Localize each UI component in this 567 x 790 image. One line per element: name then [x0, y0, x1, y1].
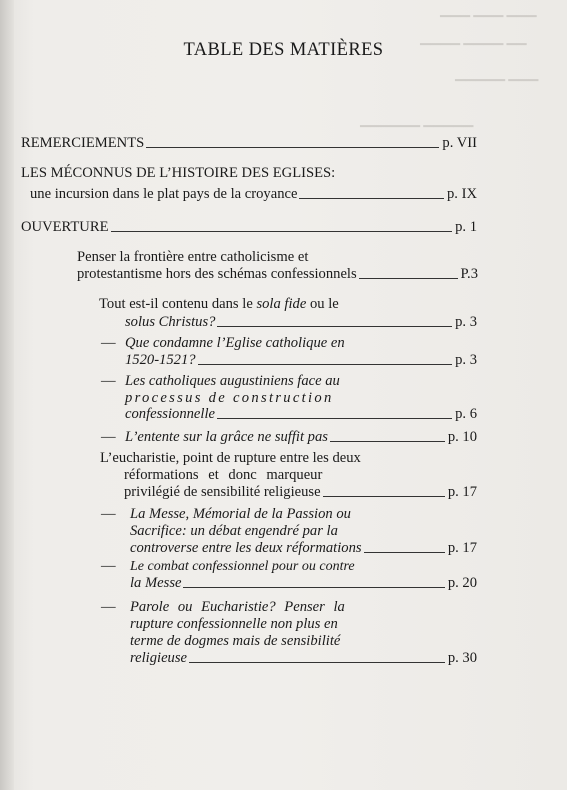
bleed-through-text: ▁▁▁ ▁▁▁ ▁▁▁	[440, 2, 537, 17]
toc-entry-title: Penser la frontière entre catholicisme et	[77, 249, 309, 265]
toc-entry-title: Que condamne l’Eglise catholique en	[125, 335, 345, 351]
toc-leader-line	[299, 198, 444, 199]
toc-entry-title: REMERCIEMENTS	[21, 135, 145, 151]
toc-entry-title-cont: 1520-1521?	[125, 352, 196, 368]
toc-entry-title-cont: privilégié de sensibilité religieuse	[124, 484, 321, 500]
toc-leader-line	[359, 278, 458, 279]
toc-entry-title-cont: réformations et donc marqueur	[124, 467, 323, 483]
toc-entry-line	[125, 314, 477, 331]
toc-entry-title-cont: religieuse	[130, 650, 188, 666]
toc-entry-line	[130, 575, 477, 592]
toc-entry-title: Le combat confessionnel pour ou contre	[130, 559, 355, 574]
toc-leader-line	[323, 496, 445, 497]
toc-entry-line	[125, 429, 477, 446]
toc-entry-title-cont: Sacrifice: un débat engendré par la	[130, 523, 338, 539]
toc-entry-title	[99, 296, 339, 313]
toc-entry-title: OUVERTURE	[21, 219, 109, 235]
toc-entry-title-cont: rupture confessionnelle non plus en	[130, 616, 338, 632]
toc-page-number: p. 3	[455, 314, 477, 330]
toc-entry-title: LES MÉCONNUS DE L’HISTOIRE DES EGLISES:	[21, 165, 336, 181]
toc-page-number: p. 30	[447, 650, 477, 666]
toc-leader-line	[217, 326, 452, 327]
toc-page-number: p. VII	[442, 135, 477, 151]
toc-leader-line	[364, 552, 445, 553]
toc-entry-title: Parole ou Eucharistie? Penser la	[130, 599, 345, 615]
bleed-through-text: ▁▁▁▁▁ ▁▁▁	[455, 66, 539, 81]
toc-page-number: p. 6	[455, 406, 477, 422]
toc-entry-subtitle: une incursion dans le plat pays de la croyance	[30, 186, 298, 202]
toc-entry-title-cont: terme de dogmes mais de sensibilité	[130, 633, 341, 649]
toc-entry-title-cont: solus Christus?	[125, 314, 216, 330]
toc-page-number: p. 17	[447, 540, 477, 556]
toc-text: Tout est-il contenu dans le	[99, 296, 257, 312]
toc-leader-line	[189, 662, 445, 663]
toc-entry-line	[130, 650, 477, 667]
toc-entry-title-cont: confessionnelle	[125, 406, 215, 422]
toc-entry-title: La Messe, Mémorial de la Passion ou	[130, 506, 351, 522]
toc-entry-title-cont: controverse entre les deux réformations	[130, 540, 362, 556]
toc-leader-line	[198, 364, 453, 365]
toc-dash: —	[101, 558, 116, 574]
toc-leader-line	[330, 441, 445, 442]
toc-dash: —	[101, 506, 116, 522]
toc-page-number: p. 20	[447, 575, 477, 591]
toc-entry-line	[30, 186, 477, 203]
toc-entry-title-cont: la Messe	[130, 575, 182, 591]
toc-leader-line	[183, 587, 444, 588]
toc-text-italic: sola fide	[256, 296, 307, 312]
toc-entry-line	[77, 266, 478, 283]
toc-page-number: P.3	[460, 266, 478, 282]
toc-entry-title: Les catholiques augustiniens face au	[125, 373, 340, 389]
toc-entry-ouverture[interactable]	[21, 219, 477, 236]
toc-page-number: p. 17	[447, 484, 477, 500]
bleed-through-text: ▁▁▁▁ ▁▁▁▁ ▁▁	[420, 30, 527, 45]
toc-entry-line	[130, 540, 477, 557]
page-spine-shadow	[0, 0, 14, 790]
toc-leader-line	[217, 418, 452, 419]
toc-leader-line	[111, 231, 453, 232]
bleed-through-text: ▁▁▁▁▁▁ ▁▁▁▁▁	[360, 112, 474, 127]
toc-dash: —	[101, 429, 116, 445]
toc-entry-title: L’entente sur la grâce ne suffit pas	[125, 429, 328, 445]
toc-entry-line	[125, 406, 477, 423]
toc-page-number: p. 1	[455, 219, 477, 235]
toc-entry-remerciements[interactable]	[21, 135, 477, 152]
toc-dash: —	[101, 373, 116, 389]
toc-page-number: p. IX	[447, 186, 477, 202]
toc-entry-title: L’eucharistie, point de rupture entre les deux	[100, 450, 361, 466]
toc-entry-title-cont: processus de construction	[125, 390, 334, 406]
toc-text: ou le	[306, 296, 339, 312]
toc-entry-line	[124, 484, 477, 501]
toc-entry-title-cont: protestantisme hors des schémas confessionnels	[77, 266, 357, 282]
toc-page-number: p. 10	[447, 429, 477, 445]
toc-dash: —	[101, 335, 116, 351]
page-title: TABLE DES MATIÈRES	[183, 40, 384, 60]
toc-leader-line	[146, 147, 439, 148]
toc-entry-line	[125, 352, 477, 369]
toc-dash: —	[101, 599, 116, 615]
toc-page-number: p. 3	[455, 352, 477, 368]
